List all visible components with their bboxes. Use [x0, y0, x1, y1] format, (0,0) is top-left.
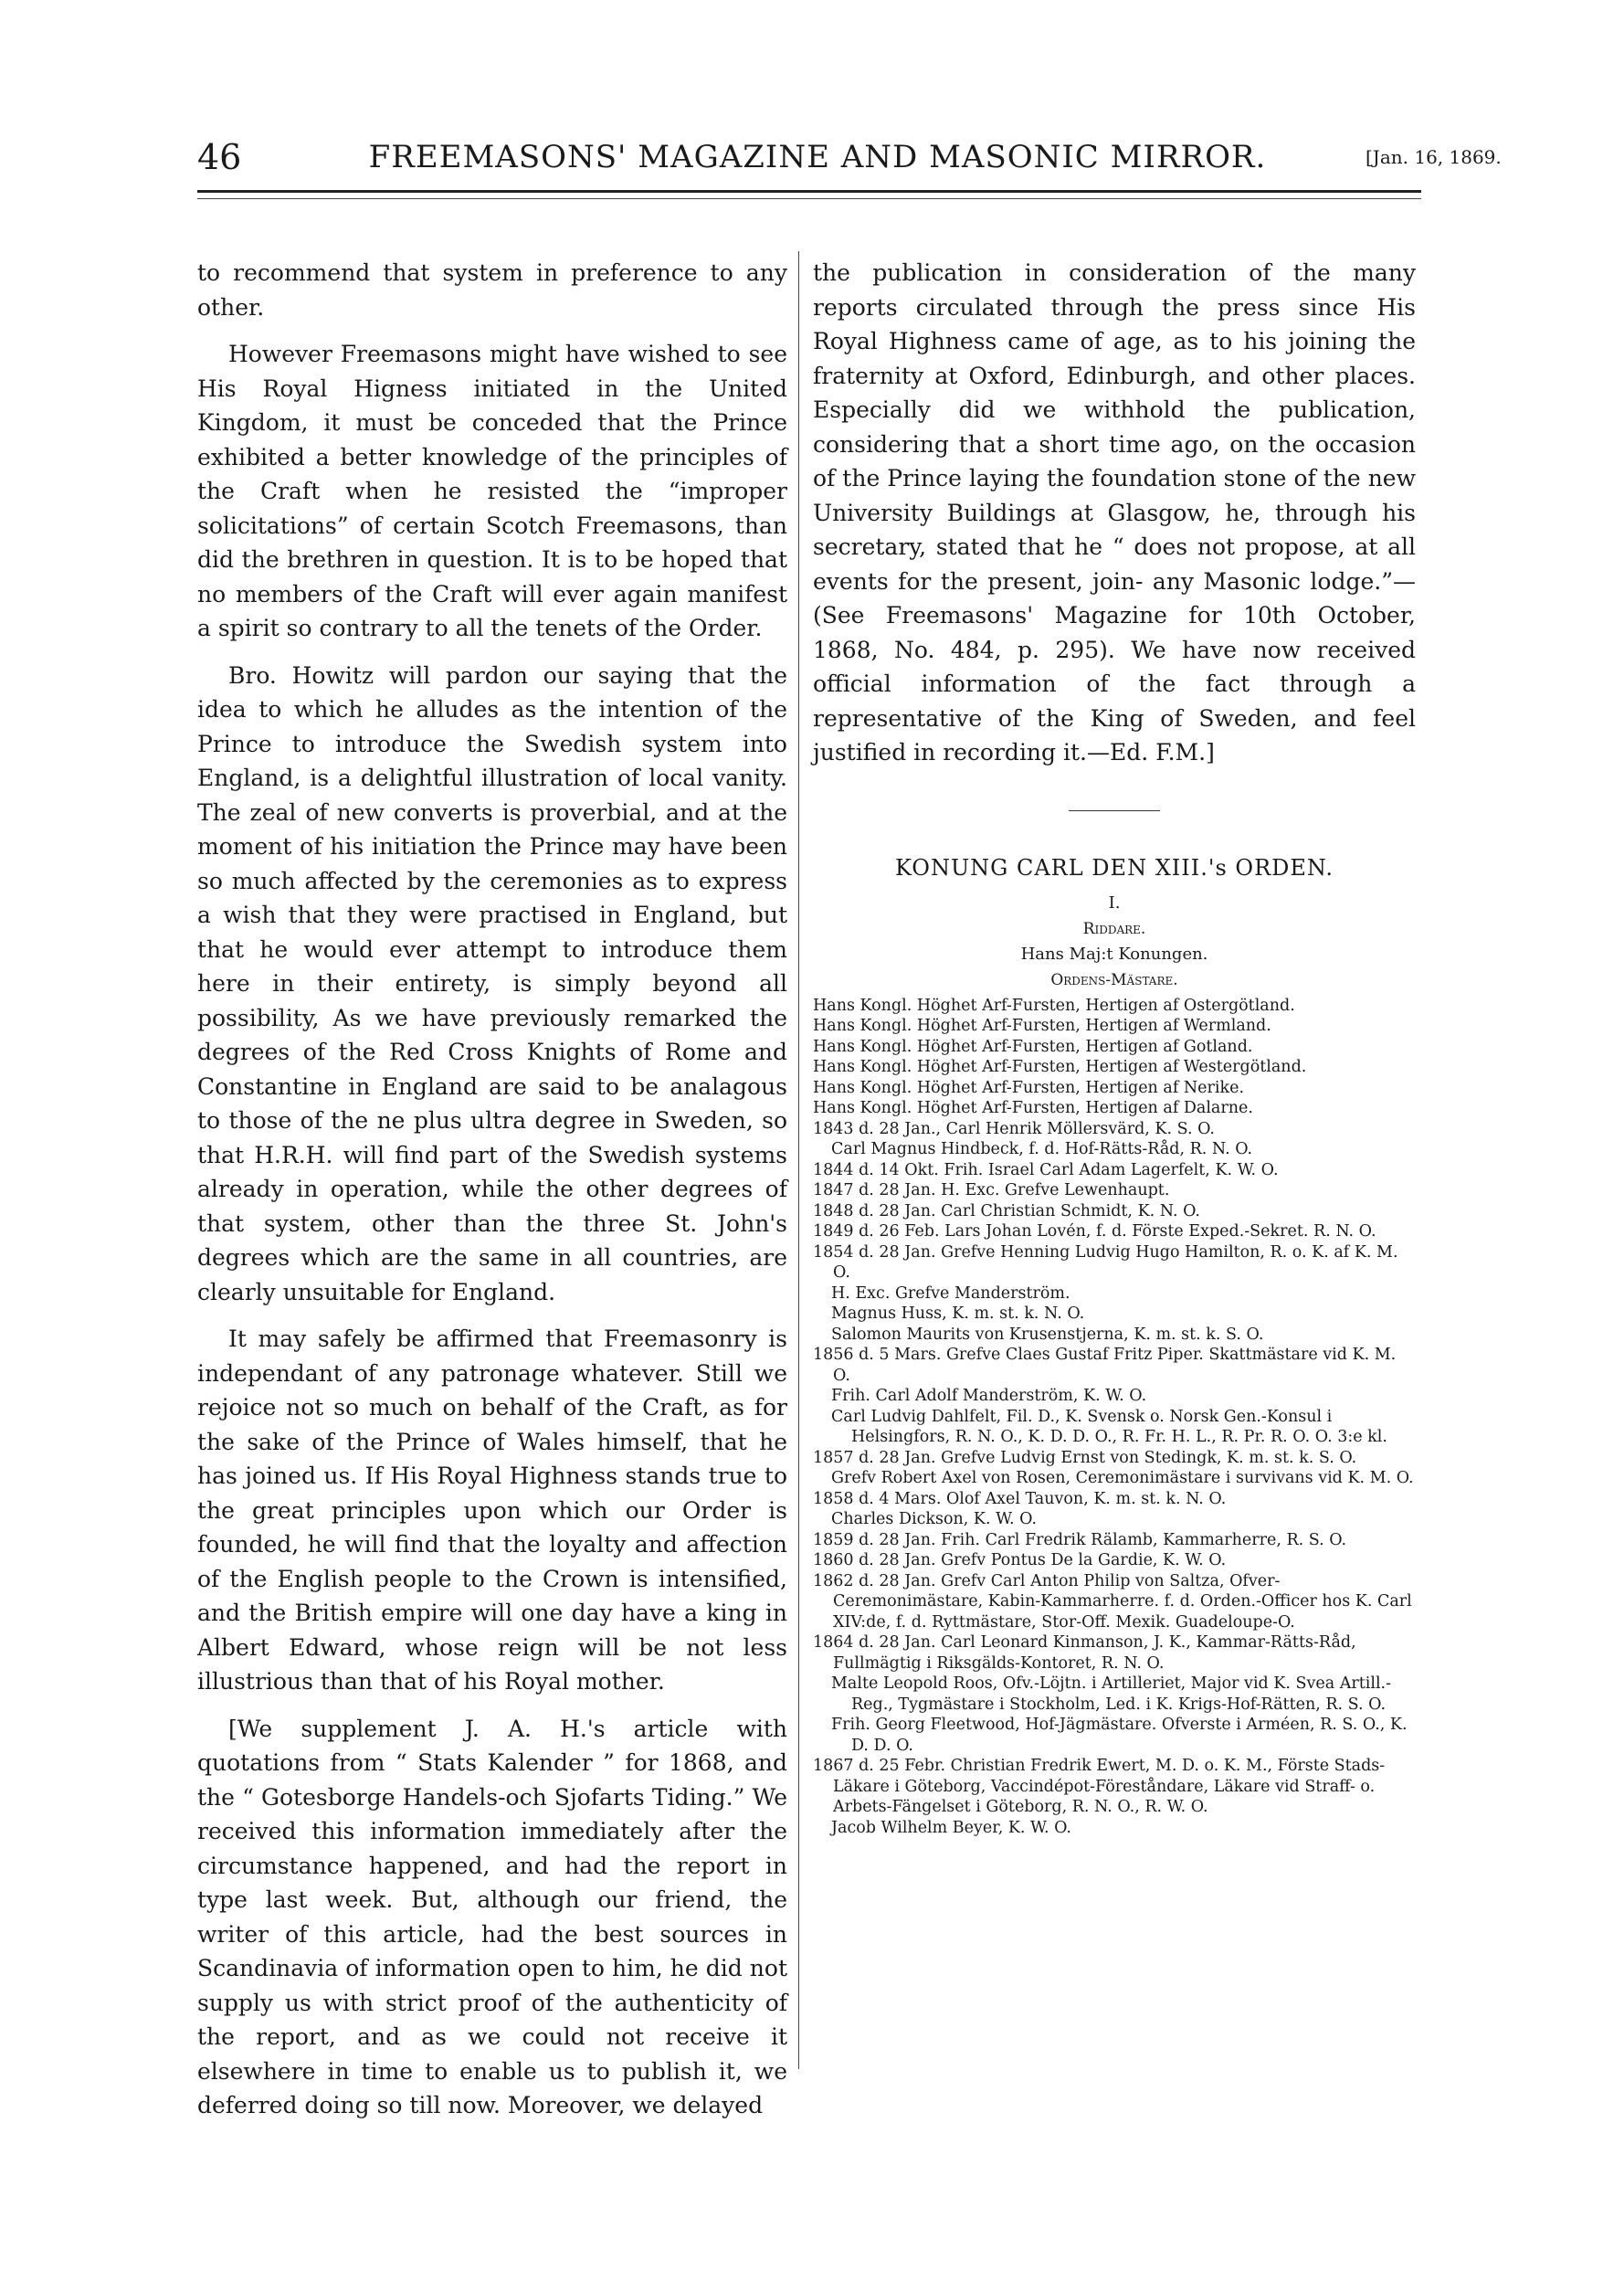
section-heading: Riddare.: [1082, 919, 1146, 938]
order-entry: 1854 d. 28 Jan. Grefve Henning Ludvig Hugo Hamilton, R. o. K. af K. M. O.: [813, 1242, 1398, 1282]
running-title: FREEMASONS' MAGAZINE AND MASONIC MIRROR.: [368, 139, 1267, 175]
paragraph: Bro. Howitz will pardon our saying that the idea to which he alludes as the intention of the Prince to introduce the Swedish system into England, is a delightful illustration of local vanity. The zeal of new converts is proverbial, and at the moment of his initiation the Prince may have been so much affected by the ceremonies as to express a wish that they were practised in England, but that he would ever attempt to introduce them here in their entirety, is simply beyond all possibility, As we have previously remarked the degrees of the Red Cross Knights of Rome and Constantine in England are said to be analagous to those of the ne plus ultra degree in Sweden, so that H.R.H. will find part of the Swedish systems already in operation, while the other degrees of that system, other than the three St. John's degrees which are the same in all countries, are clearly unsuitable for England.: [197, 661, 787, 1305]
order-entry: Hans Kongl. Höghet Arf-Fursten, Hertigen af Dalarne.: [813, 1099, 1253, 1117]
order-entry: 1849 d. 26 Feb. Lars Johan Lovén, f. d. Förste Exped.-Sekret. R. N. O.: [813, 1222, 1376, 1241]
right-column: [813, 256, 1416, 1838]
sovereign-line: Hans Maj:t Konungen.: [1020, 944, 1208, 964]
paragraph: [We supplement J. A. H.'s article with quotations from “ Stats Kalender ” for 1868, and the “ Gotesborge Handels-och Sjofarts Tiding.” We received this information immediately after the circumstance happened, and had the report in type last week. But, although our friend, the writer of this article, had the best sources in Scandinavia of information open to him, he did not supply us with strict proof of the authenticity of the report, and as we could not receive it elsewhere in time to enable us to publish it, we deferred doing so till now. Moreover, we delayed: [197, 1715, 787, 2118]
order-entry: 1859 d. 28 Jan. Frih. Carl Fredrik Rälamb, Kammarherre, R. S. O.: [813, 1530, 1347, 1549]
editor-note: the publication in consideration of the many reports circulated through the press since His Royal Highness came of age, as to his joining the fraternity at Oxford, Edinburgh, and other places. Especially did we withhold the publication, considering that a short time ago, on the occasion of the Prince laying the foundation stone of the new University Buildings at Glasgow, he, through his secretary, stated that he “ does not propose, at all events for the present, join- any Masonic lodge.”—(See Freemasons' Magazine for 10th October, 1868, No. 484, p. 295). We have now received official information of the fact through a representative of the King of Sweden, and feel justified in recording it.—Ed. F.M.]: [813, 259, 1416, 766]
page-number: 46: [197, 137, 242, 177]
order-entry: Hans Kongl. Höghet Arf-Fursten, Hertigen af Gotland.: [813, 1037, 1253, 1056]
order-entry: Frih. Georg Fleetwood, Hof-Jägmästare. Ofverste i Arméen, R. S. O., K. D. D. O.: [831, 1716, 1408, 1755]
order-entry: 1856 d. 5 Mars. Grefve Claes Gustaf Fritz Piper. Skattmästare vid K. M. O.: [813, 1346, 1397, 1385]
masters-heading: Ordens-Mästare.: [1050, 970, 1178, 989]
order-entry: Charles Dickson, K. W. O.: [831, 1510, 1038, 1528]
order-entry: Hans Kongl. Höghet Arf-Fursten, Hertigen af Wermland.: [813, 1017, 1271, 1035]
order-entry: 1867 d. 25 Febr. Christian Fredrik Ewert, M. D. o. K. M., Förste Stads-Läkare i Göteborg, Vaccindépot-Föreståndare, Läkare vid Straff- o. Arbets-Fängelset i Göteborg, R. N. O., R. W. O.: [813, 1757, 1386, 1816]
order-entry: 1858 d. 4 Mars. Olof Axel Tauvon, K. m. st. k. N. O.: [813, 1489, 1227, 1508]
order-entry: 1848 d. 28 Jan. Carl Christian Schmidt, K. N. O.: [813, 1201, 1200, 1220]
left-column: [197, 256, 787, 2136]
order-entry: 1860 d. 28 Jan. Grefv Pontus De la Gardie, K. W. O.: [813, 1551, 1227, 1569]
issue-date: [Jan. 16, 1869.: [1366, 146, 1502, 168]
order-entry: 1864 d. 28 Jan. Carl Leonard Kinmanson, J. K., Kammar-Rätts-Råd, Fullmägtig i Riksgälds-Kontoret, R. N. O.: [813, 1633, 1356, 1673]
order-title: KONUNG CARL DEN XIII.'s ORDEN.: [894, 854, 1334, 881]
header-rule-light: [197, 198, 1421, 199]
section-rule: [1069, 810, 1160, 811]
paragraph: to recommend that system in preference to any other.: [197, 259, 787, 321]
order-entry: Grefv Robert Axel von Rosen, Ceremonimästare i survivans vid K. M. O.: [831, 1469, 1414, 1487]
order-entry: Malte Leopold Roos, Ofv.-Löjtn. i Artilleriet, Major vid K. Svea Artill.-Reg., Tygmästare i Stockholm, Led. i K. Krigs-Hof-Rätten, R. S. O.: [831, 1674, 1392, 1714]
paragraph: However Freemasons might have wished to see His Royal Higness initiated in the United Kingdom, it must be conceded that the Prince exhibited a better knowledge of the principles of the Craft when he resisted the “improper solicitations” of certain Scotch Freemasons, than did the brethren in question. It is to be hoped that no members of the Craft will ever again manifest a spirit so contrary to all the tenets of the Order.: [197, 341, 787, 641]
paragraph: It may safely be affirmed that Freemasonry is independant of any patronage whatever. Still we rejoice not so much on behalf of the Craft, as for the sake of the Prince of Wales himself, that he has joined us. If His Royal Highness stands true to the great principles upon which our Order is founded, he will find that the loyalty and affection of the English people to the Crown is intensified, and the British empire will one day have a king in Albert Edward, whose reign will be not less illustrious than that of his Royal mother.: [197, 1326, 787, 1695]
order-entry: Hans Kongl. Höghet Arf-Fursten, Hertigen af Nerike.: [813, 1078, 1245, 1097]
order-entry: Carl Ludvig Dahlfelt, Fil. D., K. Svensk o. Norsk Gen.-Konsul i Helsingfors, R. N. O., K. D. D. O., R. Fr. H. L., R. Pr. R. O. O. 3:e kl.: [831, 1407, 1387, 1446]
header-rule-heavy: [197, 190, 1421, 193]
order-entry: Hans Kongl. Höghet Arf-Fursten, Hertigen af Westergötland.: [813, 1058, 1307, 1076]
order-entry: 1843 d. 28 Jan., Carl Henrik Möllersvärd, K. S. O.: [813, 1119, 1215, 1138]
order-entry: Hans Kongl. Höghet Arf-Fursten, Hertigen af Ostergötland.: [813, 996, 1295, 1015]
order-entry: Carl Magnus Hindbeck, f. d. Hof-Rätts-Råd, R. N. O.: [831, 1140, 1253, 1158]
column-divider: [798, 251, 799, 2069]
order-entry: 1857 d. 28 Jan. Grefve Ludvig Ernst von Stedingk, K. m. st. k. S. O.: [813, 1448, 1357, 1467]
section-numeral: I.: [1108, 893, 1121, 913]
order-member-list: [813, 996, 1416, 1839]
order-entry: 1862 d. 28 Jan. Grefv Carl Anton Philip von Saltza, Ofver-Ceremonimästare, Kabin-Kammarherre. f. d. Orden.-Officer hos K. Carl XIV:de, f. d. Ryttmästare, Stor-Off. Mexik. Guadeloupe-O.: [813, 1571, 1412, 1632]
order-entry: Frih. Carl Adolf Manderström, K. W. O.: [831, 1387, 1147, 1405]
order-entry: Salomon Maurits von Krusenstjerna, K. m. st. k. S. O.: [831, 1325, 1264, 1344]
order-entry: 1844 d. 14 Okt. Frih. Israel Carl Adam Lagerfelt, K. W. O.: [813, 1160, 1279, 1179]
order-entry: Jacob Wilhelm Beyer, K. W. O.: [831, 1818, 1071, 1837]
order-entry: Magnus Huss, K. m. st. k. N. O.: [831, 1305, 1085, 1323]
order-entry: 1847 d. 28 Jan. H. Exc. Grefve Lewenhaupt.: [813, 1181, 1170, 1199]
order-entry: H. Exc. Grefve Manderström.: [831, 1283, 1070, 1303]
